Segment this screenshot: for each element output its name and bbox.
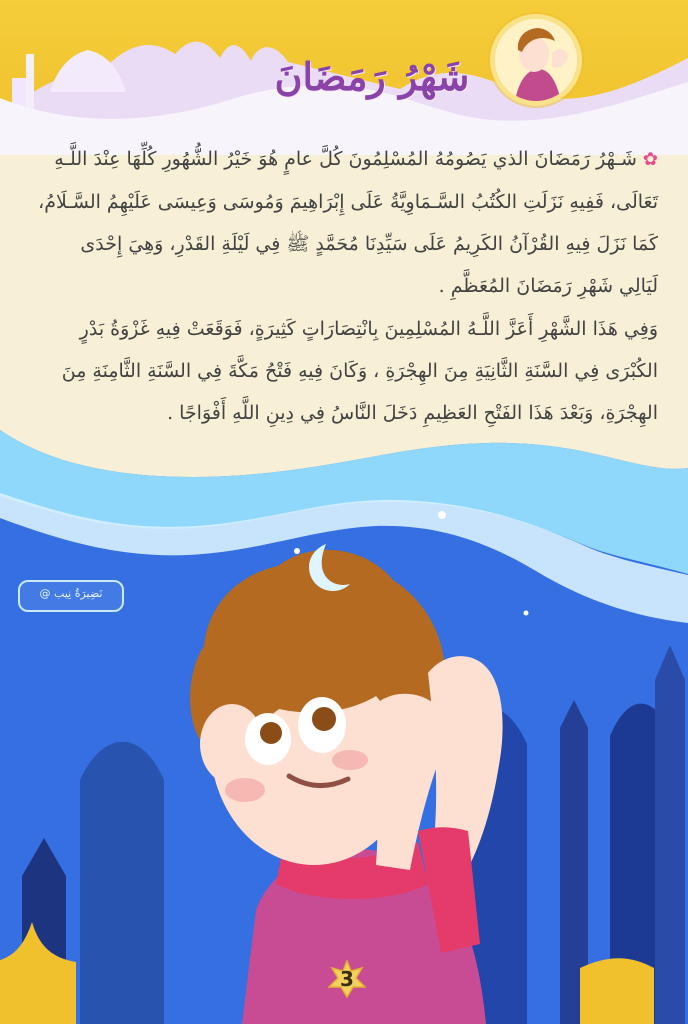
watermark: نَضِيرَةُ نِيب @	[18, 580, 124, 612]
dome-left	[50, 50, 126, 92]
star-2	[294, 548, 300, 554]
paragraph-1	[38, 138, 658, 307]
star-3	[524, 611, 529, 616]
right-eye-pupil	[312, 707, 336, 731]
flower-bullet-icon: ✿	[642, 149, 658, 170]
page-title: شَهْرُ رَمَضَانَ	[274, 54, 470, 99]
right-cheek	[332, 750, 368, 770]
paragraph-1-text: شَـهْرُ رَمَضَانَ الذي يَصُومُهُ المُسْلِمُونَ كُلَّ عامٍ هُوَ خَيْرُ الشُّهُورِ كُلِّهَا عِنْدَ اللَّـهِ تَعَالَى، فَفِيهِ نَزَلَتِ الكُتُبُ السَّـمَاوِيَّةُ عَلَى إِبْرَاهِيمَ وَمُوسَى وَعِيسَى عَلَيْهِمُ السَّـلَامُ، كَمَا نَزَلَ فِيهِ القُرْآنُ الكَرِيمُ عَلَى سَيِّدِنَا مُحَمَّدٍ ﷺ فِي لَيْلَةِ القَدْرِ، وَهِيَ إِحْدَى لَيَالِي شَهْرِ رَمَضَانَ المُعَظَّمِ .	[38, 148, 658, 297]
paragraph-2: وَفِي هَذَا الشَّهْرِ أَعَزَّ اللَّـهُ المُسْلِمِينَ بِانْتِصَارَاتٍ كَثِيرَةٍ، فَوَقَعَتْ فِيهِ غَزْوَةُ بَدْرٍ الكُبْرَى فِي السَّنَةِ الثَّانِيَةِ مِنَ الهِجْرَةِ ، وَكَانَ فِيهِ فَتْحُ مَكَّةَ فِي السَّنَةِ الثَّامِنَةِ مِنَ الهِجْرَةِ، وَبَعْدَ هَذَا الفَتْحِ العَظِيمِ دَخَلَ النَّاسُ فِي دِينِ اللَّهِ أَفْوَاجًا .	[61, 318, 658, 424]
left-eye-pupil	[260, 722, 282, 744]
bottom-right-yellow-mosque	[580, 958, 654, 1024]
page-number-badge	[328, 960, 366, 998]
background-minaret-right-2	[655, 645, 685, 1024]
star-1	[438, 511, 446, 519]
page-title-wrap	[262, 54, 482, 116]
background-dome-left	[80, 742, 164, 1024]
boy-avatar	[490, 14, 582, 106]
left-cheek	[225, 778, 265, 802]
page-number: 3	[340, 967, 354, 991]
